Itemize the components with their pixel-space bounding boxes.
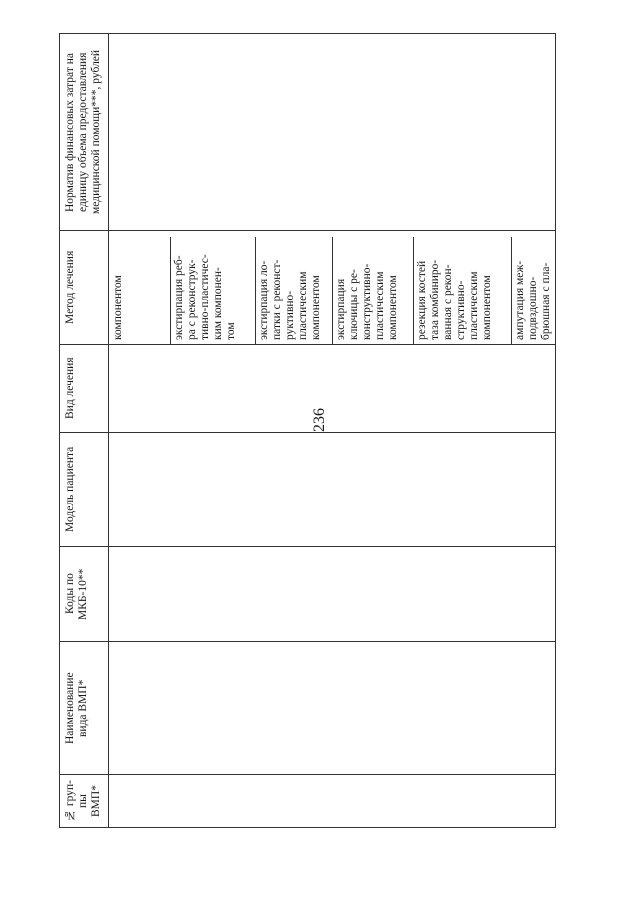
col-separator-name [60,774,555,775]
col-separator-model [60,546,555,547]
method-cell: экстирпация ключицы с ре- конструктивно- пластическим компонентом [335,263,399,340]
method-row-separator [413,237,414,344]
method-cell: ампутация меж- подвздошно- брюшная с пла- [514,260,552,340]
col-separator-codes [60,641,555,642]
header-mkb-codes: Коды по МКБ-10** [64,568,89,620]
header-vmp-name: Наименование вида ВМП* [64,672,89,744]
col-separator-cost [60,230,555,231]
header-group-no: № груп- пы ВМП* [64,780,102,822]
method-row-separator [511,237,512,344]
data-table [59,33,556,828]
page-number: 236 [311,408,328,432]
header-patient-model: Модель пациента [64,446,76,532]
col-separator-method [60,344,555,345]
method-cell: экстирпация реб- ра с реконструк- тивно-пластичес- ким компонен- том [173,254,237,340]
header-cost-norm: Норматив финансовых затрат на единицу объема предоставления медицинской помощи***, рублей [64,49,102,215]
method-row-separator [332,237,333,344]
method-row-separator [170,237,171,344]
col-separator-type [60,432,555,433]
header-treatment-type: Вид лечения [64,357,76,419]
header-treatment-method: Метод лечения [64,250,76,324]
method-cell: резекция костей таза комбиниро- ванная с рекон- структивно- пластическим компонентом [416,259,493,340]
method-cell: компонентом [112,275,124,340]
header-separator [108,34,109,827]
method-cell: экстирпация ло- патки с реконст- руктивно- пластическим компонентом [258,259,322,340]
method-row-separator [255,237,256,344]
